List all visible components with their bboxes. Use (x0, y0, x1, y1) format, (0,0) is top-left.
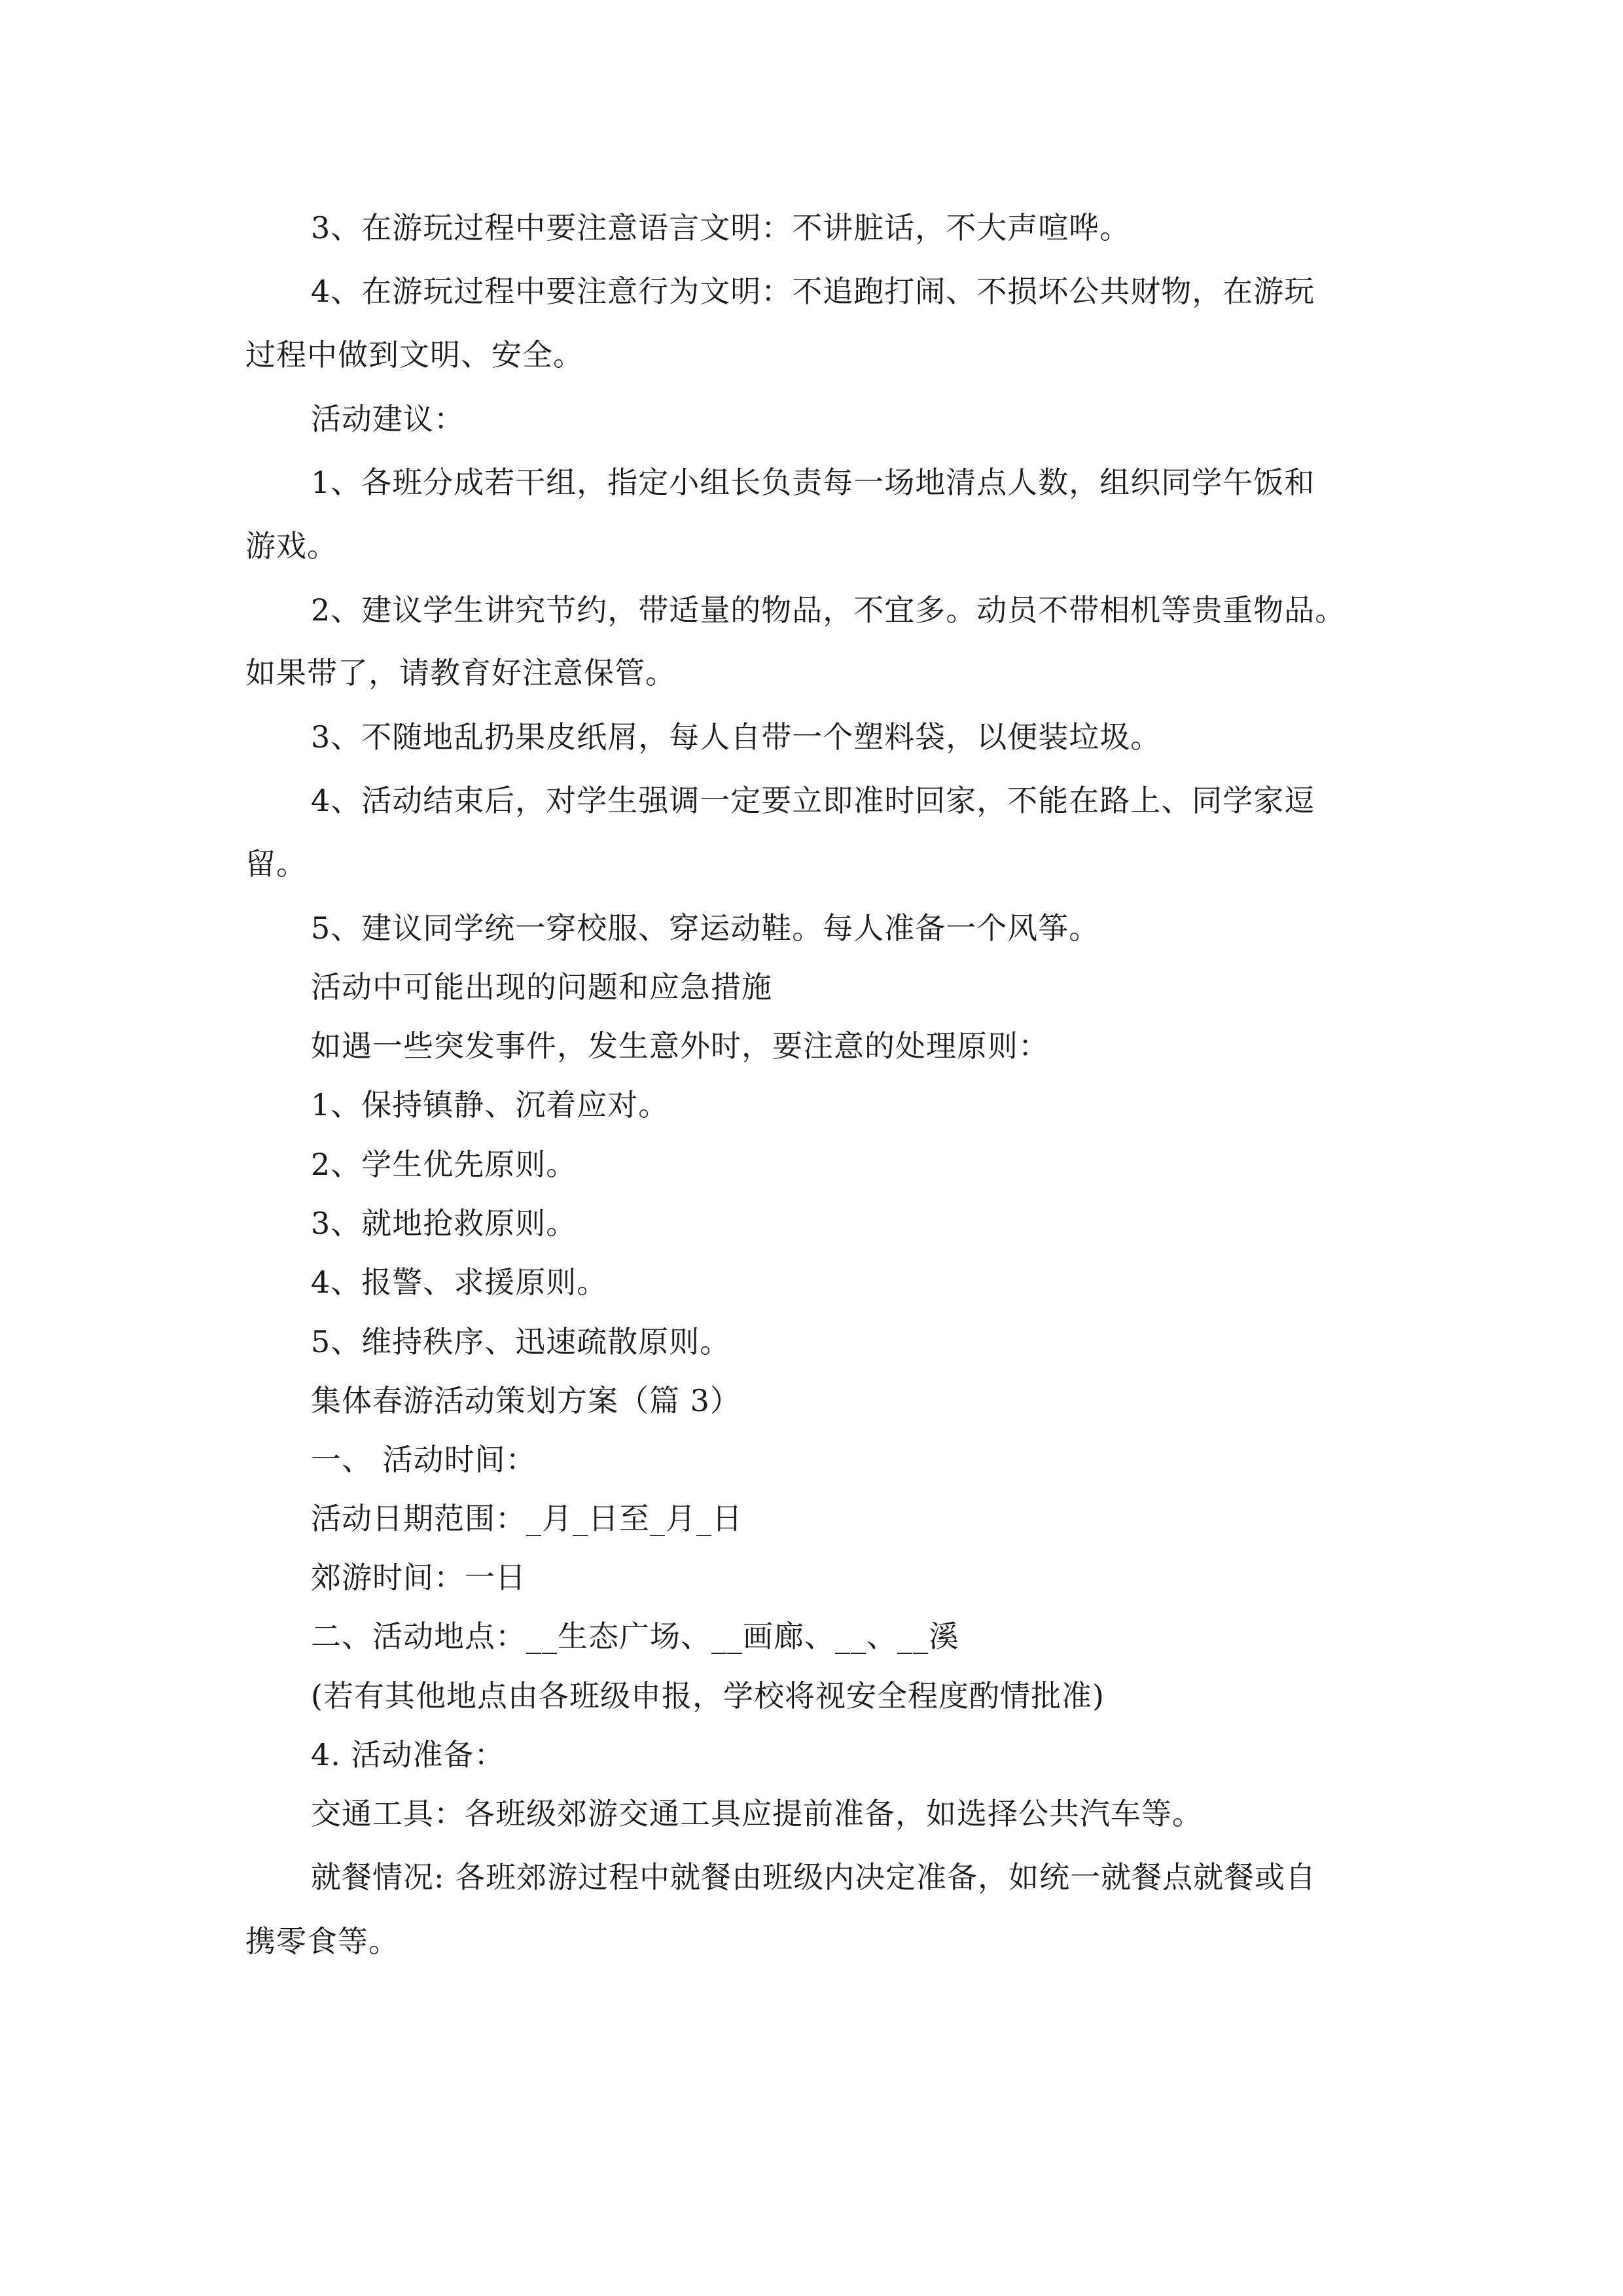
paragraph-line: 如遇一些突发事件，发生意外时，要注意的处理原则： (311, 1028, 1049, 1064)
paragraph-line: 郊游时间：一日 (311, 1560, 526, 1595)
paragraph-line: 活动日期范围：_月_日至_月_日 (311, 1501, 743, 1536)
section-heading: 4. 活动准备： (311, 1737, 505, 1772)
list-item: 4、报警、求援原则。 (311, 1265, 608, 1300)
list-item: 2、学生优先原则。 (311, 1147, 577, 1182)
paragraph-line: 3、在游玩过程中要注意语言文明：不讲脏话，不大声喧哗。 (311, 210, 1131, 245)
list-item: 3、就地抢救原则。 (311, 1206, 577, 1241)
paragraph-line: 3、不随地乱扔果皮纸屑，每人自带一个塑料袋，以便装垃圾。 (311, 719, 1162, 755)
section-heading: 活动建议： (311, 401, 465, 437)
paragraph-line: 就餐情况: 各班郊游过程中就餐由班级内决定准备，如统一就餐点就餐或自 (311, 1859, 1317, 1895)
paragraph-line: 游戏。 (245, 528, 338, 564)
paragraph-line: (若有其他地点由各班级申报，学校将视安全程度酌情批准) (311, 1678, 1105, 1713)
section-heading: 一、 活动时间： (311, 1442, 537, 1477)
paragraph-line: 5、建议同学统一穿校服、穿运动鞋。每人准备一个风筝。 (311, 910, 1100, 946)
paragraph-line: 4、活动结束后，对学生强调一定要立即准时回家，不能在路上、同学家逗 (311, 783, 1315, 818)
paragraph-line: 4、在游玩过程中要注意行为文明：不追跑打闹、不损坏公共财物，在游玩 (311, 274, 1315, 309)
paragraph-line: 交通工具：各班级郊游交通工具应提前准备，如选择公共汽车等。 (311, 1796, 1203, 1831)
paragraph-line: 二、活动地点：__生态广场、__画廊、__、__溪 (311, 1619, 959, 1654)
paragraph-line: 留。 (245, 846, 307, 882)
list-item: 5、维持秩序、迅速疏散原则。 (311, 1324, 731, 1359)
paragraph-line: 2、建议学生讲究节约，带适量的物品，不宜多。动员不带相机等贵重物品。 (311, 592, 1346, 628)
paragraph-line: 携零食等。 (245, 1924, 399, 1959)
paragraph-line: 如果带了，请教育好注意保管。 (245, 655, 676, 691)
section-title: 集体春游活动策划方案（篇 3） (311, 1383, 741, 1418)
list-item: 1、保持镇静、沉着应对。 (311, 1087, 669, 1122)
section-heading: 活动中可能出现的问题和应急措施 (311, 969, 772, 1005)
paragraph-line: 过程中做到文明、安全。 (245, 337, 584, 372)
paragraph-line: 1、各班分成若干组，指定小组长负责每一场地清点人数，组织同学午饭和 (311, 465, 1315, 500)
